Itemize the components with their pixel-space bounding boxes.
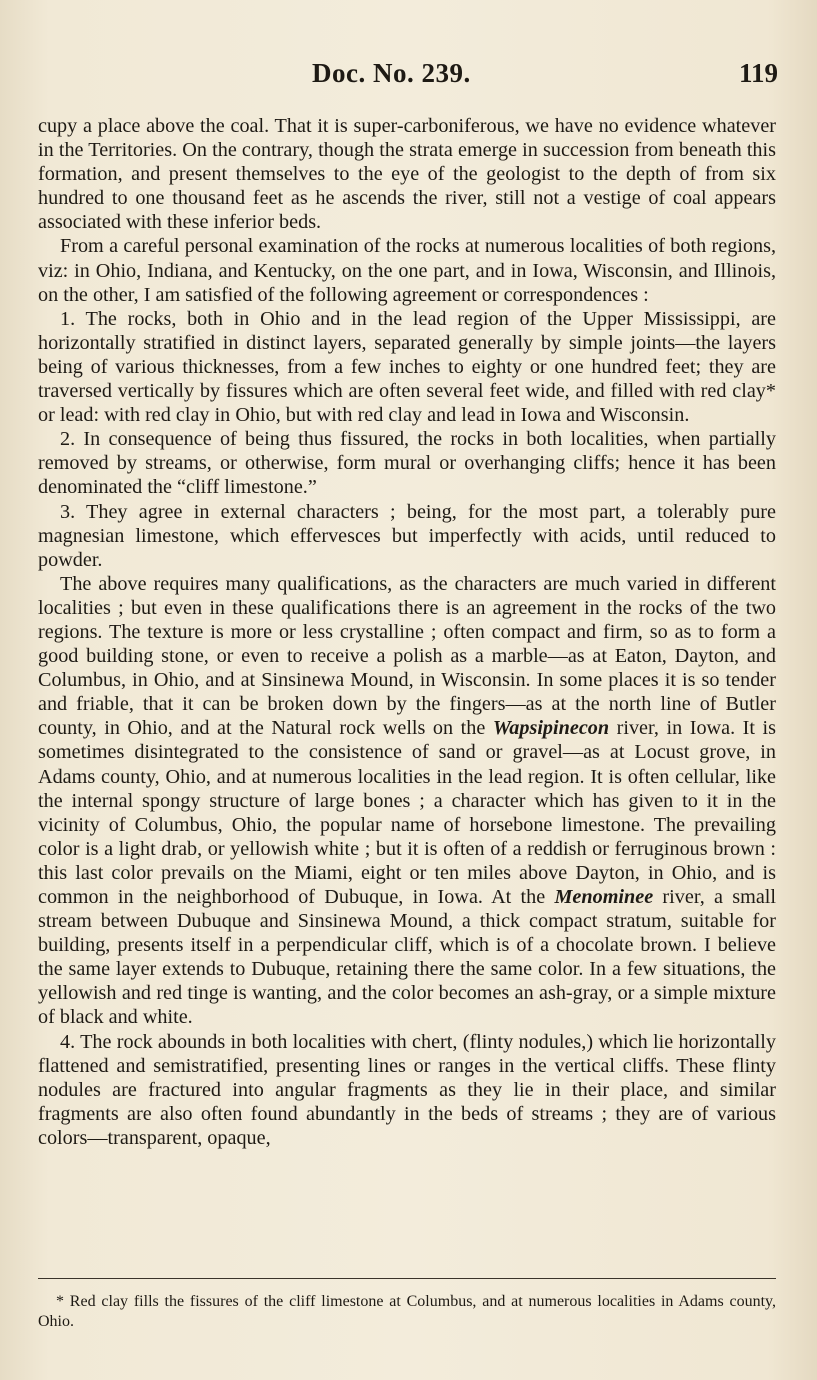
body-text [38,114,776,1150]
italic-place-name: Wapsipinecon [492,717,610,740]
paragraph-point-4: 4. The rock abounds in both localities with chert, (flinty nodules,) which lie horizontally flattened and semistratified, presenting lines or ranges in the vertical cliffs. These flinty nodules are fractured into angular fragments as they lie in their place, and similar fragments are also often found abundantly in the beds of streams ; they are of various colors—transparent, opaque, [38,1030,776,1149]
italic-place-name: Menominee [554,886,654,908]
document-title: Doc. No. 239. [312,58,471,88]
page-number: 119 [738,58,778,88]
paragraph-point-2: 2. In consequence of being thus fissured, the rocks in both localities, when partially removed by streams, or otherwise, form mural or overhanging cliffs; hence it has been denominated the “cliff limestone.” [38,428,776,499]
footnote-text: * Red clay fills the fissures of the cliff limestone at Columbus, and at numerous localities in Adams county, Ohio. [38,1293,776,1330]
paragraph-examination: From a careful personal examination of the rocks at numerous localities of both regions, viz: in Ohio, Indiana, and Kentucky, on the one part, and in Iowa, Wisconsin, and Illinois, on the other, I am satisfied of the following agreement or correspondences : [38,235,776,306]
footnote [38,1292,776,1332]
paragraph-continued: cupy a place above the coal. That it is super-carboniferous, we have no evidence whatever in the Territories. On the contrary, though the strata emerge in succession from beneath this formation, and present themselves to the eye of the geologist to the depth of from six hundred to one thousand feet as he ascends the river, still not a vestige of coal appears associated with these inferior beds. [38,115,776,234]
paragraph-qualifications [38,572,776,1030]
paragraph-point-3: 3. They agree in external characters ; being, for the most part, a tolerably pure magnesian limestone, which effervesces but imperfectly with acids, until reduced to powder. [38,500,776,571]
text-run: river, a small stream between Dubuque and Sinsinewa Mound, a thick compact stratum, suitable for building, presents itself in a perpendicular cliff, which is of a chocolate brown. I believe the same layer extends to Dubuque, retaining there the same color. In a few situations, the yellowish and red tinge is wanting, and the color becomes an ash-gray, or a simple mixture of black and white. [38,886,776,1029]
footnote-divider [38,1278,776,1279]
text-run: The above requires many qualifications, as the characters are much varied in different localities ; but even in these qualifications there is an agreement in the rocks of the two regions. The texture is more or less crystalline ; often compact and firm, so as to form a good building stone, or even to receive a polish as a marble—as at Eaton, Dayton, and Columbus, in Ohio, and at Sinsinewa Mound, in Wisconsin. In some places it is so tender and friable, that it can be broken down by the fingers—as at the north line of Butler county, in Ohio, and at the Natural rock wells on the [38,572,776,740]
running-head [36,58,778,92]
paragraph-point-1: 1. The rocks, both in Ohio and in the lead region of the Upper Mississippi, are horizontally stratified in distinct layers, separated generally by simple joints—the layers being of various thicknesses, from a few inches to eighty or one hundred feet; they are traversed vertically by fissures which are often several feet wide, and filled with red clay* or lead: with red clay in Ohio, but with red clay and lead in Iowa and Wisconsin. [38,307,776,427]
text-run: river, in Iowa. It is sometimes disintegrated to the consistence of sand or gravel—as at Locust grove, in Adams county, Ohio, and at numerous localities in the lead region. It is often cellular, like the internal spongy structure of large bones ; a character which has given to it in the vicinity of Columbus, Ohio, the popular name of horsebone limestone. The prevailing color is a light drab, or yellowish white ; but it is often of a reddish or ferruginous brown : this last color prevails on the Miami, eight or ten miles above Dayton, in Ohio, and is common in the neighborhood of Dubuque, in Iowa. At the [38,717,776,908]
